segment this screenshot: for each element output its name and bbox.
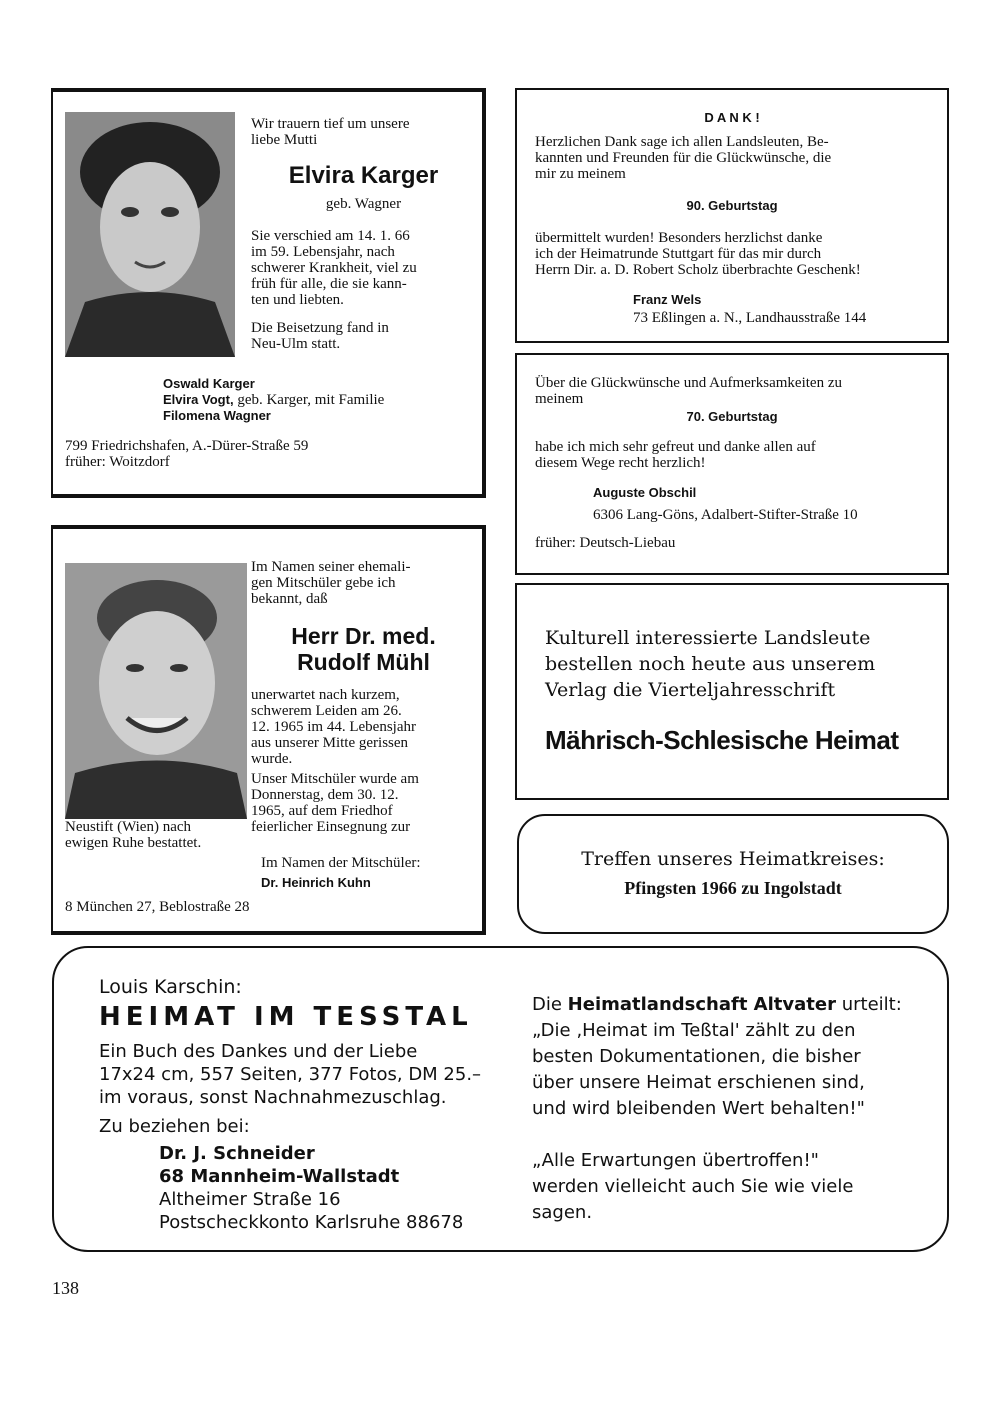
- author: Louis Karschin:: [99, 976, 242, 998]
- portrait-photo: [65, 563, 247, 819]
- burial-text-left: Neustift (Wien) nach ewigen Ruhe bestattet.: [65, 819, 202, 851]
- quote: „Alle Erwartungen übertroffen!" werden vielleicht auch Sie wie viele sagen.: [532, 1150, 854, 1223]
- intro-text: Im Namen seiner ehemali- gen Mitschüler gebe ich bekannt, daß: [251, 559, 411, 607]
- death-text: Sie verschied am 14. 1. 66 im 59. Lebensjahr, nach schwerer Krankheit, viel zu früh für alle, die sie kann- ten und liebten.: [251, 228, 417, 308]
- signer: Dr. Heinrich Kuhn: [261, 875, 371, 890]
- magazine-title: Mährisch-Schlesische Heimat: [545, 725, 899, 755]
- meeting-notice: [517, 814, 949, 934]
- book-ad: [52, 946, 949, 1252]
- thanks-notice-wels: [515, 88, 949, 343]
- review: Die Heimatlandschaft Altvater urteilt: „Die ‚Heimat im Teßtal' zählt zu den besten Dokumentationen, die bisher über unsere Heimat erschienen sind, und wird bleibenden Wert behalten!": [532, 994, 902, 1119]
- sender-address: 73 Eßlingen a. N., Landhausstraße 144: [633, 310, 867, 326]
- deceased-name: Herr Dr. med. Rudolf Mühl: [291, 623, 436, 675]
- birthday-label: 70. Geburtstag: [686, 409, 778, 424]
- portrait-photo: [65, 112, 235, 357]
- thanks-notice-obschil: [515, 353, 949, 575]
- burial-text: Unser Mitschüler wurde am Donnerstag, dem 30. 12. 1965, auf dem Friedhof: [251, 771, 419, 819]
- thanks-text: Über die Glückwünsche und Aufmerksamkeiten zu meinem: [535, 375, 842, 407]
- thanks-text-2: habe ich mich sehr gefreut und danke allen auf diesem Wege recht herzlich!: [535, 439, 816, 471]
- thanks-text-2: übermittelt wurden! Besonders herzlichst danke ich der Heimatrunde Stuttgart für das mir durch Herrn Dir. a. D. Robert Scholz überbrachte Geschenk!: [535, 230, 861, 278]
- publisher-ad: [515, 583, 949, 800]
- obituary-elvira-karger: [51, 88, 486, 498]
- obituary-rudolf-muehl: [51, 525, 486, 935]
- former-home: früher: Deutsch-Liebau: [535, 535, 676, 551]
- intro-text: Wir trauern tief um unsere liebe Mutti: [251, 116, 410, 148]
- meeting-line1: Treffen unseres Heimatkreises:: [581, 848, 885, 870]
- thanks-text: Herzlichen Dank sage ich allen Landsleuten, Be- kannten und Freunden für die Glückwünsche, die mir zu meinem: [535, 134, 832, 182]
- death-text: unerwartet nach kurzem, schwerem Leiden am 26. 12. 1965 im 44. Lebensjahr aus unserer Mitte gerissen wurde.: [251, 687, 416, 767]
- notice-title: D A N K !: [704, 110, 760, 125]
- signoff: Im Namen der Mitschüler:: [261, 855, 421, 871]
- burial-text-right: feierlicher Einsegnung zur: [251, 819, 411, 835]
- sender-address: 6306 Lang-Göns, Adalbert-Stifter-Straße 10: [593, 507, 858, 523]
- meeting-line2: Pfingsten 1966 zu Ingolstadt: [624, 878, 842, 898]
- book-title: HEIMAT IM TESSTAL: [99, 1002, 473, 1032]
- maiden-name: geb. Wagner: [325, 196, 402, 212]
- deceased-name: Elvira Karger: [288, 162, 439, 189]
- book-description: Ein Buch des Dankes und der Liebe 17x24 cm, 557 Seiten, 377 Fotos, DM 25.– im voraus, sonst Nachnahmezuschlag.: [99, 1041, 482, 1108]
- page-number: 138: [52, 1278, 79, 1298]
- address: 799 Friedrichshafen, A.-Dürer-Straße 59 früher: Woitzdorf: [65, 438, 309, 470]
- sender-name: Auguste Obschil: [593, 485, 697, 500]
- address: 8 München 27, Beblostraße 28: [65, 899, 250, 915]
- birthday-label: 90. Geburtstag: [686, 198, 778, 213]
- seller: Dr. J. Schneider 68 Mannheim-Wallstadt Altheimer Straße 16 Postscheckkonto Karlsruhe 88678: [159, 1143, 464, 1233]
- burial-text: Die Beisetzung fand in Neu-Ulm statt.: [251, 320, 389, 352]
- ad-text: Kulturell interessierte Landsleute bestellen noch heute aus unserem Verlag die Vierteljahresschrift: [545, 627, 876, 701]
- sender-name: Franz Wels: [633, 292, 702, 307]
- mourners: Oswald Karger Elvira Vogt, geb. Karger, mit Familie Filomena Wagner: [163, 376, 385, 423]
- order-label: Zu beziehen bei:: [99, 1116, 250, 1137]
